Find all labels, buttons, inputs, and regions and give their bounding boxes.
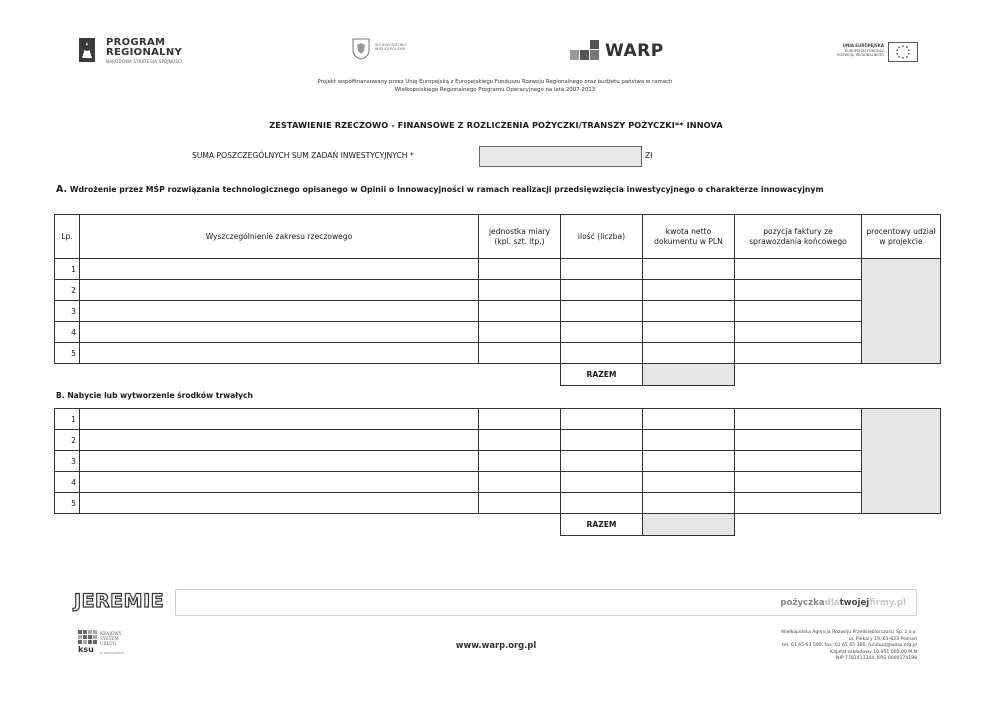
pozycja-cell[interactable] xyxy=(735,343,862,364)
kwota-cell[interactable] xyxy=(643,472,735,493)
jednostka-cell[interactable] xyxy=(479,430,561,451)
kwota-cell[interactable] xyxy=(643,259,735,280)
razem-value-a[interactable] xyxy=(643,364,735,386)
jednostka-cell[interactable] xyxy=(479,451,561,472)
pozycja-cell[interactable] xyxy=(735,259,862,280)
col-header-ilosc: ilość (liczba) xyxy=(561,215,643,259)
ilosc-cell[interactable] xyxy=(561,493,643,514)
ilosc-cell[interactable] xyxy=(561,430,643,451)
pozycja-cell[interactable] xyxy=(735,493,862,514)
wlkp-line2: WIELKOPOLSKIE xyxy=(375,47,406,51)
warp-logo-text: WARP xyxy=(605,41,664,61)
pozycja-cell[interactable] xyxy=(735,280,862,301)
jednostka-cell[interactable] xyxy=(479,493,561,514)
table-row xyxy=(55,472,941,493)
ilosc-cell[interactable] xyxy=(561,451,643,472)
warp-logo xyxy=(570,40,670,62)
table-row xyxy=(55,409,941,430)
col-header-procent: procentowy udział w projekcie xyxy=(862,215,941,259)
zakres-cell[interactable] xyxy=(80,259,479,280)
table-row xyxy=(55,430,941,451)
kwota-cell[interactable] xyxy=(643,343,735,364)
ksu-sub: w wielkopolsce xyxy=(100,651,124,655)
ilosc-cell[interactable] xyxy=(561,280,643,301)
ksu-line3: USŁUG xyxy=(100,641,116,646)
cofinancing-note xyxy=(230,78,760,94)
cofinancing-line1: Projekt współfinansowany przez Unię Europejską z Europejskiego Funduszu Rozwoju Regionalnego oraz budżetu państwa w ramach xyxy=(317,79,673,85)
pozycja-cell[interactable] xyxy=(735,451,862,472)
ilosc-cell[interactable] xyxy=(561,343,643,364)
section-a-letter: A. xyxy=(56,184,68,195)
zakres-cell[interactable] xyxy=(80,430,479,451)
col-header-jednostka: jednostka miary (kpl. szt. itp.) xyxy=(479,215,561,259)
slogan-part4: firmy.pl xyxy=(869,598,906,608)
row-number: 1 xyxy=(55,259,80,280)
kwota-cell[interactable] xyxy=(643,280,735,301)
jednostka-cell[interactable] xyxy=(479,472,561,493)
kwota-cell[interactable] xyxy=(643,430,735,451)
wlkp-line1: WOJEWÓDZTWO xyxy=(375,43,407,47)
table-b-total-row xyxy=(55,514,941,536)
ilosc-cell[interactable] xyxy=(561,259,643,280)
eu-line1: UNIA EUROPEJSKA xyxy=(842,43,884,48)
razem-value-b[interactable] xyxy=(643,514,735,536)
row-number: 3 xyxy=(55,301,80,322)
jednostka-cell[interactable] xyxy=(479,343,561,364)
zakres-cell[interactable] xyxy=(80,322,479,343)
razem-label-b: RAZEM xyxy=(561,514,643,536)
cofinancing-line2: Wielkopolskiego Regionalnego Programu Operacyjnego na lata 2007-2013 xyxy=(394,87,596,93)
pozycja-cell[interactable] xyxy=(735,472,862,493)
program-logo-line3: NARODOWA STRATEGIA SPÓJNOŚCI xyxy=(106,59,183,64)
kwota-cell[interactable] xyxy=(643,301,735,322)
program-logo-line2: REGIONALNY xyxy=(106,47,183,58)
company-line2: ul. Piekary 19, 61-823 Poznań xyxy=(848,636,917,642)
table-row xyxy=(55,451,941,472)
table-row xyxy=(55,259,941,280)
col-header-kwota: kwota netto dokumentu w PLN xyxy=(643,215,735,259)
jednostka-cell[interactable] xyxy=(479,409,561,430)
row-number: 2 xyxy=(55,280,80,301)
table-row xyxy=(55,493,941,514)
sum-label: SUMA POSZCZEGÓLNYCH SUM ZADAŃ INWESTYCYJNYCH * xyxy=(192,151,414,160)
section-a-table xyxy=(54,214,941,386)
section-a-text: Wdrożenie przez MŚP rozwiązania technologicznego opisanego w Opinii o Innowacyjności w ramach realizacji przedsięwzięcia inwestycyjnego o charakterze innowacyjnym xyxy=(67,185,824,194)
sum-unit: Zł xyxy=(645,151,653,160)
warp-squares-icon xyxy=(570,40,600,62)
eu-logo xyxy=(810,42,922,62)
pozycja-cell[interactable] xyxy=(735,301,862,322)
razem-label-a: RAZEM xyxy=(561,364,643,386)
kwota-cell[interactable] xyxy=(643,409,735,430)
slogan-text xyxy=(780,598,906,608)
zakres-cell[interactable] xyxy=(80,493,479,514)
zakres-cell[interactable] xyxy=(80,472,479,493)
table-a-total-row xyxy=(55,364,941,386)
company-line1: Wielkopolska Agencja Rozwoju Przedsiębiorczości Sp. z o.o. xyxy=(780,630,917,635)
table-row xyxy=(55,322,941,343)
kwota-cell[interactable] xyxy=(643,322,735,343)
table-row xyxy=(55,301,941,322)
col-header-zakres: Wyszczególnienie zakresu rzeczowego xyxy=(80,215,479,259)
zakres-cell[interactable] xyxy=(80,301,479,322)
col-header-lp: Lp. xyxy=(55,215,80,259)
row-number: 5 xyxy=(55,343,80,364)
row-number: 5 xyxy=(55,493,80,514)
col-header-pozycja: pozycja faktury ze sprawozdania końcowego xyxy=(735,215,862,259)
company-info xyxy=(690,630,917,663)
ilosc-cell[interactable] xyxy=(561,301,643,322)
zakres-cell[interactable] xyxy=(80,280,479,301)
zakres-cell[interactable] xyxy=(80,451,479,472)
ilosc-cell[interactable] xyxy=(561,409,643,430)
ksu-line2: SYSTEM xyxy=(100,636,119,641)
pozycja-cell[interactable] xyxy=(735,409,862,430)
table-a-header-row xyxy=(55,215,941,259)
wielkopolskie-logo xyxy=(352,38,442,60)
jednostka-cell[interactable] xyxy=(479,280,561,301)
document-title: ZESTAWIENIE RZECZOWO - FINANSOWE Z ROZLICZENIA POŻYCZKI/TRANSZY POŻYCZKI** INNOVA xyxy=(269,120,723,130)
zakres-cell[interactable] xyxy=(80,409,479,430)
section-b-heading: B. Nabycie lub wytworzenie środków trwałych xyxy=(56,391,253,400)
eagle-crest-icon xyxy=(352,38,370,60)
kwota-cell[interactable] xyxy=(643,451,735,472)
procent-cell-merged[interactable] xyxy=(862,409,941,514)
pozycja-cell[interactable] xyxy=(735,322,862,343)
footer-bar xyxy=(175,589,917,616)
row-number: 1 xyxy=(55,409,80,430)
section-a-heading xyxy=(56,185,936,196)
slogan-part2: dla xyxy=(824,598,840,608)
jednostka-cell[interactable] xyxy=(479,301,561,322)
kwota-cell[interactable] xyxy=(643,493,735,514)
row-number: 4 xyxy=(55,472,80,493)
ilosc-cell[interactable] xyxy=(561,322,643,343)
warp-url-link[interactable]: www.warp.org.pl xyxy=(455,640,537,650)
program-regionalny-logo xyxy=(76,36,226,70)
row-number: 4 xyxy=(55,322,80,343)
program-regionalny-mark-icon xyxy=(76,36,98,66)
company-line5: NIP 7781411344, KRS 0000174198 xyxy=(836,656,917,662)
procent-cell-merged[interactable] xyxy=(862,259,941,364)
row-number: 3 xyxy=(55,451,80,472)
jednostka-cell[interactable] xyxy=(479,322,561,343)
wielkopolskie-logo-text xyxy=(375,43,406,51)
eu-line2: EUROPEJSKI FUNDUSZ xyxy=(844,48,884,53)
sum-input-field[interactable] xyxy=(479,146,642,167)
zakres-cell[interactable] xyxy=(80,343,479,364)
jednostka-cell[interactable] xyxy=(479,259,561,280)
row-number: 2 xyxy=(55,430,80,451)
jeremie-logo: JEREMIE xyxy=(74,590,165,612)
ksu-line1: KRAJOWY xyxy=(100,631,122,636)
ksu-short: ksu xyxy=(78,645,94,654)
ilosc-cell[interactable] xyxy=(561,472,643,493)
program-logo-line1: PROGRAM xyxy=(106,37,166,48)
table-row xyxy=(55,343,941,364)
slogan-part1: pożyczka xyxy=(780,598,825,608)
table-row xyxy=(55,280,941,301)
company-line3: tel. 61 65 63 500, fax: 61 65 65 366, fundusz@warp.org.pl xyxy=(782,643,917,649)
pozycja-cell[interactable] xyxy=(735,430,862,451)
company-line4: Kapitał zakładowy 10.951.000,00 PLN xyxy=(830,649,917,655)
section-b-table xyxy=(54,408,941,536)
eu-flag-icon xyxy=(888,42,918,62)
eu-logo-text xyxy=(810,44,884,58)
eu-line3: ROZWOJU REGIONALNEGO xyxy=(837,53,884,57)
slogan-part3: twojej xyxy=(839,598,870,608)
